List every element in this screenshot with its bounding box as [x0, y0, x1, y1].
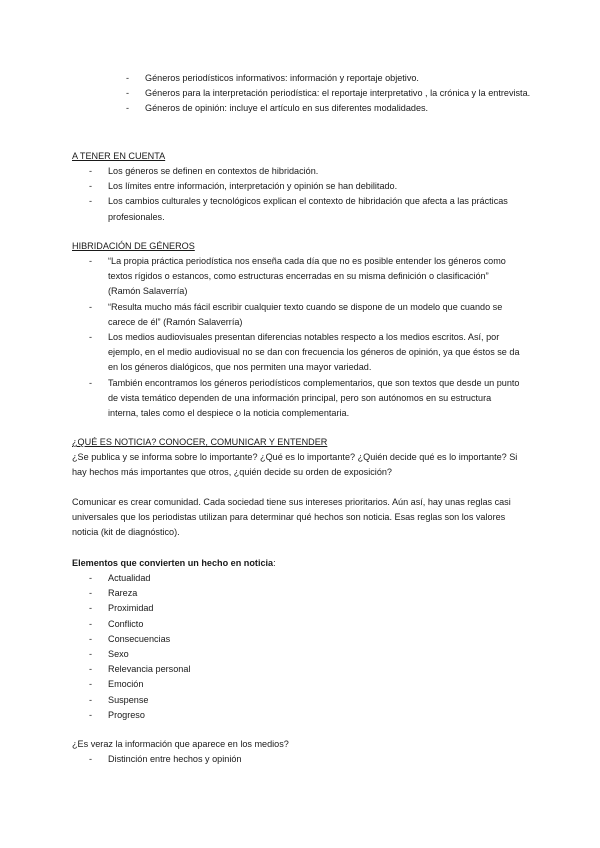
section-heading: Elementos que convierten un hecho en noticia	[72, 558, 274, 568]
list-item	[0, 586, 600, 601]
section-veraz-list-block	[0, 752, 600, 767]
list-item	[0, 254, 600, 300]
paragraph: Comunicar es crear comunidad. Cada sociedad tiene sus intereses prioritarios. Aún así, hay unas reglas casi universales que los periodistas utilizan para determinar qué hechos son noticia. Esas reglas son los valores noticia (kit de diagnóstico).	[72, 497, 511, 538]
noticia-paragraph-2	[72, 495, 532, 541]
list-item-text: Rareza	[108, 588, 138, 599]
list-item	[0, 617, 600, 632]
list-item	[0, 101, 600, 116]
bullet-dash: -	[89, 377, 93, 388]
list-item-text: Suspense	[108, 694, 149, 705]
bullet-dash: -	[89, 166, 93, 176]
bullet-dash: -	[89, 573, 93, 583]
list-item-text: Sexo	[108, 649, 129, 660]
list-item	[0, 601, 600, 616]
list-item-text: También encontramos los géneros periodísticos complementarios, que son textos que desde un punto de vista temático dependen de una información principal, pero son autónomos en su estructura interna, tales como el despiece o la noticia complementaria.	[108, 377, 520, 419]
section-noticia-heading	[72, 435, 532, 450]
section-tener-heading	[72, 149, 532, 164]
list-item-text: Los cambios culturales y tecnológicos explican el contexto de hibridación que afecta a las prácticas profesionales.	[108, 196, 508, 222]
list-item-text: Los medios audiovisuales presentan diferencias notables respecto a los medios escritos. Así, por ejemplo, en el medio audiovisual no se dan con frecuencia los géneros de opinión, ya que éstos se da en los géneros dialógicos, que nos permiten una mayor variedad.	[108, 332, 520, 373]
list-item-text: Los límites entre información, interpretación y opinión se han debilitado.	[108, 181, 398, 192]
list-item-text: “La propia práctica periodística nos enseña cada día que no es posible entender los géneros como textos rígidos o estancos, como estructuras encerradas en su misma definición o clasificación” (Ramón Salaverría)	[108, 256, 506, 297]
list-item-text: Progreso	[108, 709, 145, 720]
bullet-dash: -	[89, 754, 93, 764]
section-heading: A TENER EN CUENTA	[72, 151, 166, 161]
bullet-dash: -	[126, 103, 130, 114]
list-item	[0, 330, 600, 376]
bullet-dash: -	[89, 664, 93, 675]
list-item	[0, 376, 600, 422]
list-item	[0, 164, 600, 179]
list-item	[0, 693, 600, 708]
list-item	[0, 632, 600, 647]
section-elementos-heading	[72, 556, 532, 571]
list-item	[0, 71, 600, 86]
section-hibridacion-heading	[72, 239, 532, 254]
hibridacion-list	[0, 254, 600, 421]
bullet-dash: -	[89, 618, 93, 629]
paragraph: ¿Se publica y se informa sobre lo importante? ¿Qué es lo importante? ¿Quién decide qué es lo importante? Si hay hechos más importantes que otros, ¿quién decide su orden de exposición?	[72, 452, 518, 478]
bullet-dash: -	[89, 196, 93, 207]
list-item	[0, 647, 600, 662]
list-item-text: Consecuencias	[108, 633, 171, 644]
list-item	[0, 708, 600, 723]
list-item-text: Actualidad	[108, 573, 151, 583]
list-item	[0, 194, 600, 224]
intro-list-block	[0, 71, 600, 117]
bullet-dash: -	[89, 301, 93, 312]
noticia-paragraph-1	[72, 450, 532, 480]
elementos-list	[0, 571, 600, 723]
list-item	[0, 662, 600, 677]
section-elementos-list-block	[0, 571, 600, 723]
list-item	[0, 86, 600, 101]
tener-list	[0, 164, 600, 225]
bullet-dash: -	[126, 73, 130, 83]
list-item-text: Géneros periodísticos informativos: información y reportaje objetivo.	[145, 73, 419, 83]
bullet-dash: -	[89, 649, 93, 660]
bullet-dash: -	[89, 679, 93, 690]
bullet-dash: -	[89, 709, 93, 720]
list-item-text: Conflicto	[108, 618, 144, 629]
veraz-list	[0, 752, 600, 767]
bullet-dash: -	[89, 633, 93, 644]
bullet-dash: -	[89, 694, 93, 705]
list-item	[0, 571, 600, 586]
section-tener-list-block	[0, 164, 600, 225]
section-heading: ¿QUÉ ES NOTICIA? CONOCER, COMUNICAR Y ENTENDER	[72, 437, 328, 447]
list-item	[0, 179, 600, 194]
section-heading: HIBRIDACIÓN DE GÉNEROS	[72, 241, 195, 251]
bullet-dash: -	[89, 332, 93, 343]
heading-colon: :	[273, 558, 276, 568]
bullet-dash: -	[89, 256, 93, 266]
list-item	[0, 677, 600, 692]
question-text: ¿Es veraz la información que aparece en los medios?	[72, 739, 289, 749]
list-item-text: Géneros de opinión: incluye el artículo en sus diferentes modalidades.	[145, 103, 429, 114]
list-item-text: Proximidad	[108, 603, 154, 614]
list-item-text: Géneros para la interpretación periodística: el reportaje interpretativo , la crónica y la entrevista.	[145, 88, 531, 99]
list-item	[0, 752, 600, 767]
section-veraz-question	[72, 737, 532, 752]
list-item	[0, 300, 600, 330]
intro-list	[0, 71, 600, 117]
bullet-dash: -	[126, 88, 130, 99]
bullet-dash: -	[89, 603, 93, 614]
list-item-text: Distinción entre hechos y opinión	[108, 754, 242, 764]
bullet-dash: -	[89, 588, 93, 599]
list-item-text: Emoción	[108, 679, 144, 690]
list-item-text: “Resulta mucho más fácil escribir cualquier texto cuando se dispone de un modelo que cuando se carece de él” (Ramón Salaverría)	[108, 301, 503, 327]
list-item-text: Los géneros se definen en contextos de hibridación.	[108, 166, 319, 176]
section-hibridacion-list-block	[0, 254, 600, 421]
list-item-text: Relevancia personal	[108, 664, 191, 675]
bullet-dash: -	[89, 181, 93, 192]
